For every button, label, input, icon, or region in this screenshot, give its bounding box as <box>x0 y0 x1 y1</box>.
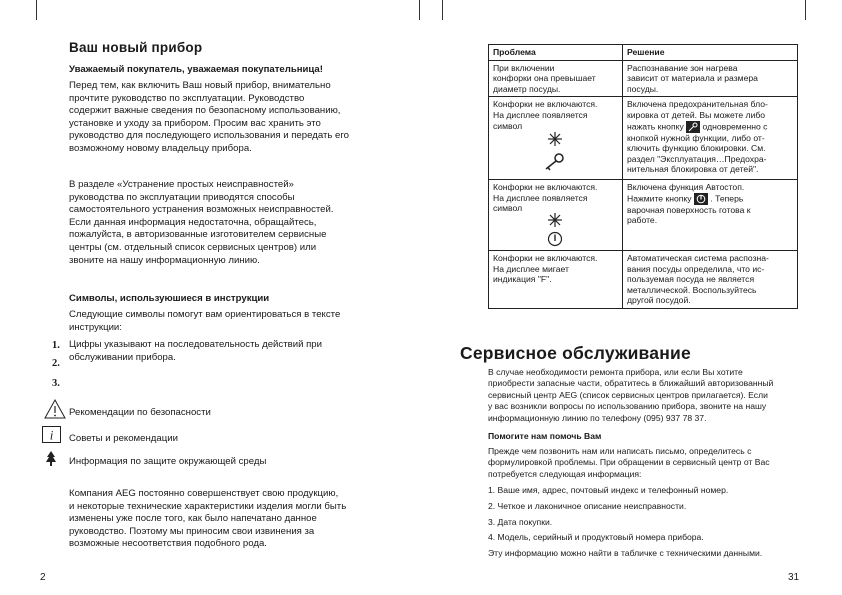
text-line: диаметр посуды. <box>493 83 561 94</box>
table-row <box>489 250 798 308</box>
text-line: изменены уже после того, как было напечатано данное <box>69 513 317 525</box>
list-item: 3. Дата покупки. <box>488 517 553 527</box>
page-title: Ваш новый прибор <box>69 40 203 55</box>
step-number-2: 2. <box>52 358 60 369</box>
text-line: варочная поверхность готова к <box>627 204 751 215</box>
column-header-solution: Решение <box>623 45 798 61</box>
problem-cell <box>489 250 623 308</box>
text-line: ключить функцию блокировки. См. <box>627 143 766 154</box>
problem-cell <box>489 97 623 180</box>
inline-text: одновременно с <box>702 120 768 131</box>
text-line: пожалуйста, в авторизованные изготовителем сервисные <box>69 229 327 241</box>
text-line: пользуемая посуда не является <box>627 274 755 285</box>
troubleshooting-paragraph <box>69 179 381 267</box>
heat-burst-icon <box>547 131 563 147</box>
table-row <box>489 60 798 97</box>
inline-text: Нажмите кнопку <box>627 193 692 204</box>
text-line: Прежде чем позвонить нам или написать письмо, определитесь с <box>488 446 752 456</box>
company-paragraph <box>69 488 381 551</box>
text-line: Цифры указывают на последовательность действий при <box>69 339 322 350</box>
text-line: Конфорки не включаются. <box>493 182 598 193</box>
steps-description <box>69 339 381 364</box>
text-line: символ <box>493 203 523 214</box>
inline-text: . Теперь <box>710 193 744 204</box>
solution-cell <box>623 60 798 97</box>
text-line: нительная блокировка от детей". <box>627 164 759 175</box>
crop-mark <box>442 0 443 20</box>
text-line: Если данная информация недостаточна, обращайтесь, <box>69 216 317 228</box>
step-number-1: 1. <box>52 340 60 351</box>
power-icon <box>547 231 563 247</box>
text-line: работе. <box>627 215 658 226</box>
text-line: вания посуды определила, что ис- <box>627 263 765 274</box>
intro-paragraph <box>69 80 381 156</box>
text-line: Конфорки не включаются. <box>493 252 598 263</box>
text-line <box>627 121 793 133</box>
text-line: инструкции: <box>69 321 122 333</box>
text-line: В случае необходимости ремонта прибора, или если Вы хотите <box>488 367 743 377</box>
solution-cell <box>623 250 798 308</box>
text-line: руководство для последующего использования и передать его <box>69 130 349 142</box>
text-line: символ <box>493 120 523 131</box>
text-line: Компания AEG постоянно совершенствует свою продукцию, <box>69 488 339 499</box>
problem-cell <box>489 60 623 97</box>
display-symbols <box>493 131 618 177</box>
table-header-row <box>489 45 798 61</box>
text-line: Распознавание зон нагрева <box>627 62 738 73</box>
text-line: индикация "F". <box>493 274 552 285</box>
text-line: В разделе «Устранение простых неисправностей» <box>69 179 294 190</box>
text-line: руководства по эксплуатации приводятся способы <box>69 191 295 203</box>
column-header-problem: Проблема <box>489 45 623 61</box>
text-line: Конфорки не включаются. <box>493 99 598 110</box>
info-box-icon <box>42 426 61 443</box>
safety-label: Рекомендации по безопасности <box>69 407 211 418</box>
page-number: 2 <box>40 572 46 583</box>
warning-triangle-icon <box>44 399 66 419</box>
text-line: центры (см. отдельный список сервисных центров) или <box>69 241 317 253</box>
symbols-intro <box>69 309 381 334</box>
symbols-title: Символы, используюшиеся в инструкции <box>69 293 270 304</box>
troubleshooting-table <box>488 44 798 309</box>
text-line: раздел "Эксплуатация…Предохра- <box>627 153 767 164</box>
text-line <box>627 193 793 205</box>
tree-icon <box>45 451 57 467</box>
footer-note: Эту информацию можно найти в табличке с техническими данными. <box>488 548 763 558</box>
text-line: Следующие символы помогут вам ориентироваться в тексте <box>69 309 341 320</box>
text-line: обслуживании прибора. <box>69 351 176 363</box>
text-line: При включении <box>493 62 555 73</box>
solution-cell <box>623 180 798 251</box>
text-line: руководство. Поэтому мы приносим свои извинения за <box>69 525 315 537</box>
text-line: Автоматическая система распозна- <box>627 252 769 263</box>
text-line: прочтите руководство по эксплуатации. Руководство <box>69 92 305 104</box>
text-line: самостоятельного устранения возможных неисправностей. <box>69 204 334 216</box>
text-line: формулировкой проблемы. При обращении в сервисный центр от Вас <box>488 457 770 468</box>
list-item: 1. Ваше имя, адрес, почтовый индекс и телефонный номер. <box>488 485 729 495</box>
service-title: Сервисное обслуживание <box>460 343 691 363</box>
help-title: Помогите нам помочь Вам <box>488 431 602 441</box>
text-line: На дисплее мигает <box>493 263 569 274</box>
key-icon <box>543 153 565 171</box>
greeting: Уважаемый покупатель, уважаемая покупательница! <box>69 64 323 75</box>
text-line: и некоторые технические характеристики изделия могли быть <box>69 500 347 512</box>
list-item: 2. Четкое и лаконичное описание неисправности. <box>488 501 687 511</box>
problem-cell <box>489 180 623 251</box>
display-symbols <box>493 214 618 248</box>
text-line: металлической. Воспользуйтесь <box>627 284 757 295</box>
text-line: Перед тем, как включить Ваш новый прибор, внимательно <box>69 80 331 91</box>
service-paragraph <box>488 367 800 424</box>
table-row <box>489 180 798 251</box>
text-line: установке и уходу за прибором. Просим вас хранить это <box>69 117 321 129</box>
step-number-3: 3. <box>52 378 60 389</box>
text-line: звоните на нашу информационную линию. <box>69 254 260 266</box>
key-button-icon <box>686 121 700 133</box>
text-line: информационную линию по телефону (095) 937 78 37. <box>488 412 707 423</box>
text-line: Включена предохранительная бло- <box>627 99 768 110</box>
inline-text: нажать кнопку <box>627 120 684 131</box>
text-line: другой посудой. <box>627 295 691 306</box>
solution-cell <box>623 97 798 180</box>
tips-label: Советы и рекомендации <box>69 433 178 444</box>
help-paragraph <box>488 446 800 480</box>
text-line: зависит от материала и размера <box>627 73 758 84</box>
text-line: Включена функция Автостоп. <box>627 182 745 193</box>
power-button-icon <box>694 193 708 205</box>
text-line: конфорки она превышает <box>493 73 596 84</box>
page-number: 31 <box>788 572 800 583</box>
crop-mark <box>805 0 806 20</box>
table-row <box>489 97 798 180</box>
text-line: возможному новому владельцу прибора. <box>69 142 252 154</box>
text-line: посуды. <box>627 83 659 94</box>
list-item: 4. Модель, серийный и продуктовый номера прибора. <box>488 532 704 542</box>
text-line: На дисплее появляется <box>493 192 588 203</box>
text-line: сервисный центр AEG (список сервисных центров прилагается). Если <box>488 389 768 400</box>
text-line: На дисплее появляется <box>493 109 588 120</box>
heat-burst-icon <box>547 212 563 228</box>
text-line: кировка от детей. Вы можете либо <box>627 109 766 120</box>
text-line: приобрести запасные части, обратитесь в ближайший авторизованный <box>488 378 774 389</box>
svg-text:i: i <box>49 427 54 443</box>
environment-label: Информация по защите окружающей среды <box>69 456 267 467</box>
text-line: кнопкой нужной функции, либо от- <box>627 132 765 143</box>
text-line: содержит важные сведения по безопасному использованию, <box>69 105 341 117</box>
text-line: потребуется следующая информация: <box>488 468 642 479</box>
text-line: у вас возникли вопросы по использованию прибора, звоните на нашу <box>488 401 767 412</box>
text-line: возможные несоответствия подобного рода. <box>69 538 267 550</box>
